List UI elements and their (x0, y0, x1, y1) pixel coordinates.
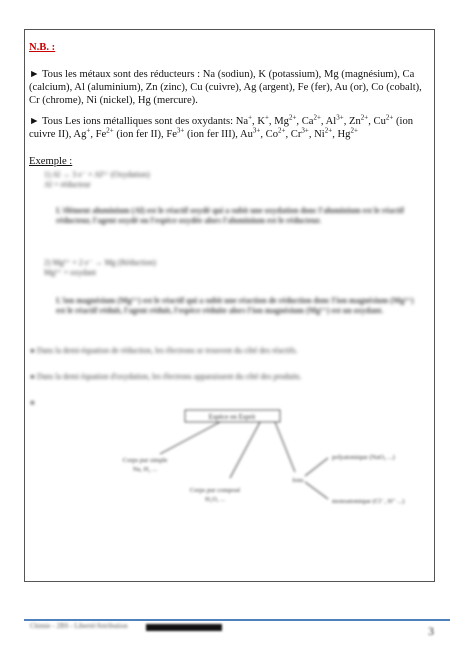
nb-heading: N.B. : (29, 42, 56, 53)
ion-separator: , (343, 116, 349, 127)
ion-separator: , (90, 129, 96, 140)
equation-reduction-line: 2) Mg²⁺ + 2 e⁻ → Mg (Réduction) (44, 258, 157, 267)
ion-symbol: K (257, 116, 265, 127)
diagram-middle-label: Corps pur composé (189, 487, 241, 494)
ion-symbol: Zn (348, 116, 361, 127)
ion-symbol: Mg (274, 116, 289, 127)
equation-reduction-note: Mg²⁺ = oxydant (44, 268, 97, 277)
ion-charge: 2+ (385, 113, 394, 122)
equation-reduction (44, 258, 414, 278)
ion-symbol: Fe (95, 129, 107, 140)
ion-separator: , (260, 129, 266, 140)
diagram-left-label: Corps pur simple (122, 457, 168, 464)
equation-oxidation (44, 170, 414, 190)
ion-symbol: Fe (166, 129, 177, 140)
ion-separator: (ion cuivre II), (29, 116, 414, 140)
diagram-middle-sub: H₂O, ... (205, 496, 225, 503)
equation-oxidation-line: 1) Al → 3 e⁻ + Al³⁺ (Oxydation) (44, 170, 150, 179)
ion-separator: , (252, 116, 258, 127)
diagram-poly-label: polyatomique (NaO₃ ...) (332, 454, 395, 461)
ion-separator: , (268, 116, 275, 127)
ion-separator: , (308, 129, 315, 140)
ion-charge: 2+ (278, 126, 286, 135)
ion-charge: 2+ (288, 113, 297, 122)
ion-separator: , (285, 129, 291, 140)
ion-charge: + (264, 113, 269, 122)
ion-symbol: Co (265, 129, 279, 140)
ion-charge: + (248, 113, 253, 122)
ion-separator: , (320, 116, 326, 127)
ion-separator: , (296, 116, 302, 127)
equation-oxidation-note: Al = réducteur (44, 180, 91, 189)
page-number: 3 (428, 624, 434, 638)
bullet-diagram: ● (30, 398, 35, 407)
ion-charge: 3+ (252, 126, 261, 135)
magnesium-explanation: L'ion magnésium (Mg²⁺) est le réactif qui a subit une réaction de réduction donc l'ion magnésium (Mg²⁺) est le réactif réduit, l'agent réduit, l'espèce réduite alors l'ion magnésium (Mg²⁺) est un oxydant. (56, 296, 414, 315)
ion-charge: + (86, 126, 91, 135)
ion-symbol: Ag (73, 129, 87, 140)
diagram-mono-label: monoatomique (Cl⁻, H⁺ ...) (332, 498, 405, 505)
diagram-left-sub: Na, H₂ ... (132, 466, 158, 473)
ion-charge: 2+ (360, 113, 369, 122)
ion-symbol: Ni (314, 129, 325, 140)
ion-charge: 2+ (106, 126, 114, 135)
bullet-reduction: ● Dans la demi-équation de réduction, les électrons se trouvent du côté des réactifs. (30, 346, 298, 355)
ion-separator: (ion fer II), (113, 129, 167, 140)
diagram-root-label: Espèce en Esprit (208, 413, 256, 421)
ion-charge: 3+ (176, 126, 185, 135)
ion-symbol: Na (235, 116, 249, 127)
ion-symbol: Cr (290, 129, 302, 140)
ion-symbol: Cu (373, 116, 386, 127)
ion-symbol: Au (239, 129, 253, 140)
aluminium-explanation: L'élément aluminium (Al) est le réactif oxydé qui a subit une oxydation donc l'aluminium est le réactif réducteur, l'agent oxydé ou l'espèce oxydée alors l'aluminium est le réducteur. (56, 206, 404, 225)
example-heading: Exemple : (29, 156, 73, 167)
bullet-oxidation: ● Dans la demi équation d'oxydation, les électrons apparaissent du côté des produits. (30, 372, 302, 381)
oxidants-paragraph (29, 115, 431, 141)
footer-line (24, 619, 450, 621)
ion-symbol: Hg (337, 129, 351, 140)
ion-separator: (ion fer III), (184, 129, 240, 140)
ion-separator: , (332, 129, 338, 140)
reducers-paragraph: ► Tous les métaux sont des réducteurs : Na (sodiun), K (potassium), Mg (magnésium), Ca (calcium), Al (aluminium), Zn (zinc), Cu (cuivre), Ag (argent), Fe (fer), Au (or), Co (cobalt), Cr (chrome), Ni (nickel), Hg (mercure). (29, 69, 422, 106)
ion-charge: 3+ (336, 113, 344, 122)
ion-symbol: Ca (301, 116, 314, 127)
ion-separator: , (368, 116, 374, 127)
redaction-bar (146, 624, 222, 631)
diagram-ions-label: Ions (292, 477, 304, 484)
ion-charge: 2+ (350, 126, 358, 135)
ion-charge: 2+ (324, 126, 333, 135)
ion-charge: 3+ (301, 126, 309, 135)
ion-charge: 2+ (313, 113, 321, 122)
species-diagram (100, 404, 440, 524)
oxidants-prefix: ► Tous Les ions métalliques sont des oxydants: (29, 116, 236, 127)
ion-symbol: Al (325, 116, 337, 127)
footer-text: Chimie - 2BS - Liberté/Attribution (30, 622, 128, 630)
